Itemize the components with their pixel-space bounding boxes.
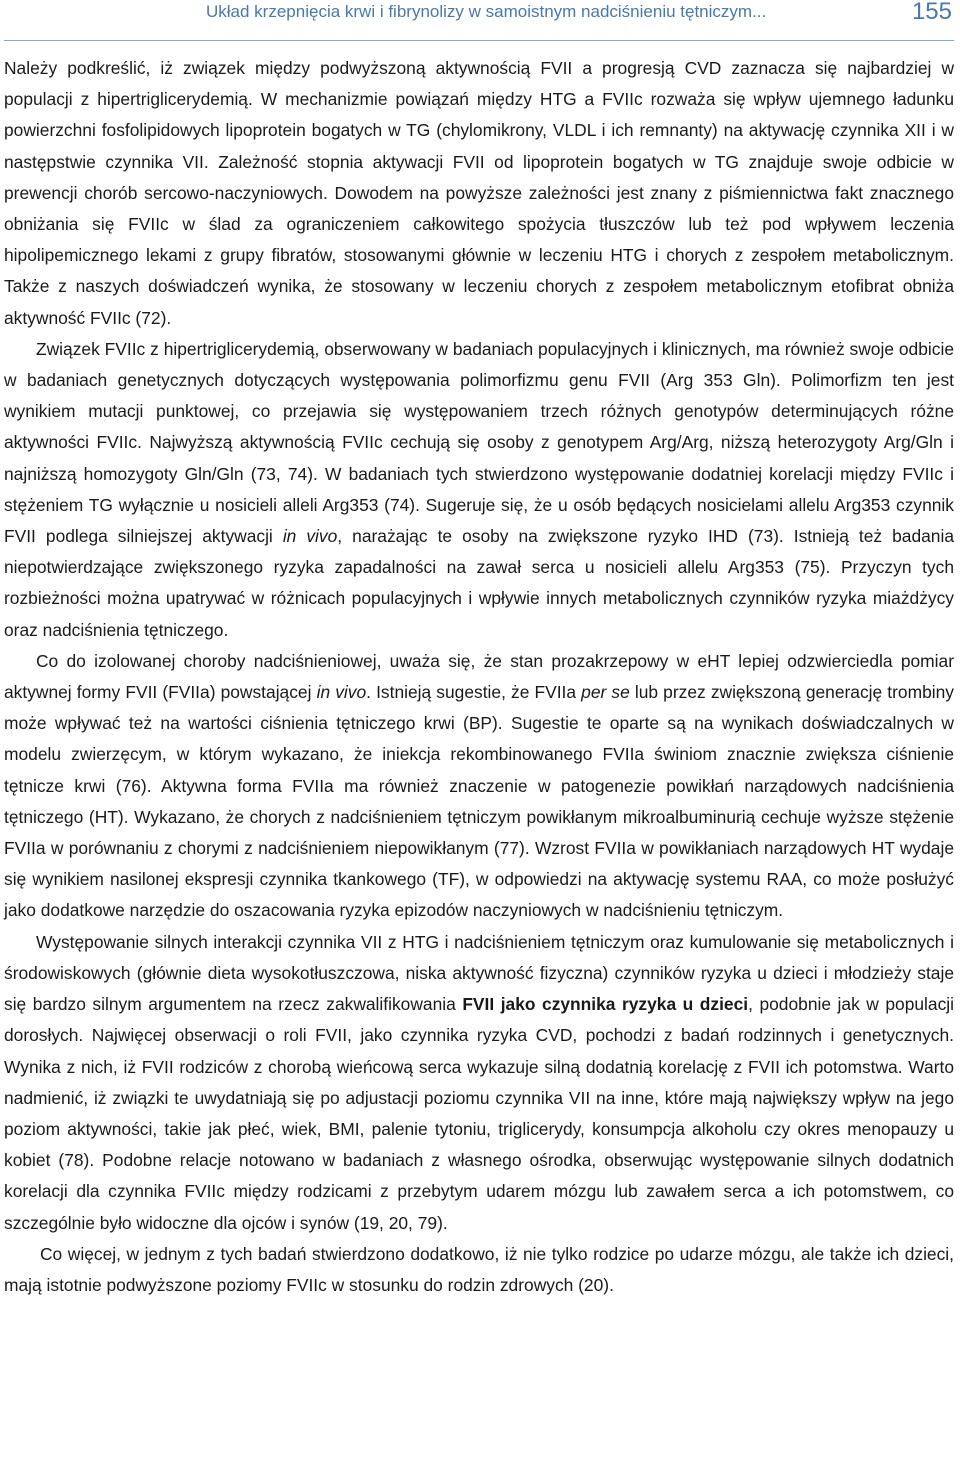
text-segment: , narażając te osoby na zwiększone ryzyko IHD (73). Istnieją też badania niepotwierdzające zwiększonego ryzyka zapadalności na zawał serca u nosicieli allelu Arg353 (75). Przyczyn tych rozbieżności można upatrywać w różnicach populacyjnych i wpływie innych metabolicznych czynników ryzyka miażdżycy oraz nadciśnienia tętniczego. bbox=[4, 526, 954, 640]
paragraph-p4 bbox=[4, 927, 954, 1239]
italic-term: in vivo bbox=[282, 526, 338, 547]
running-title: Układ krzepnięcia krwi i fibrynolizy w samoistnym nadciśnieniu tętniczym... bbox=[206, 2, 767, 21]
text-segment: Co więcej, w jednym z tych badań stwierdzono dodatkowo, iż nie tylko rodzice po udarze mózgu, ale także ich dzieci, mają istotnie podwyższone poziomy FVIIc w stosunku do rodzin zdrowych (20). bbox=[4, 1243, 954, 1295]
running-header bbox=[4, 0, 954, 41]
paragraph-p3 bbox=[4, 646, 954, 927]
text-segment: Należy podkreślić, iż związek między podwyższoną aktywnością FVII a progresją CVD zaznacza się najbardziej w populacji z hipertriglicerydemią. W mechanizmie powiązań między HTG a FVIIc rozważa się wpływ ujemnego ładunku powierzchni fosfolipidowych lipoprotein bogatych w TG (chylomikrony, VLDL i ich remnanty) na aktywację czynnika XII i w następstwie czynnika VII. Zależność stopnia aktywacji FVII od lipoprotein bogatych w TG znajduje swoje odbicie w prewencji chorób sercowo-naczyniowych. Dowodem na powyższe zależności jest znany z piśmiennictwa fakt znacznego obniżania się FVIIc w ślad za ograniczeniem całkowitego spożycia tłuszczów lub też pod wpływem leczenia hipolipemicznego lekami z grupy fibratów, stosowanymi głównie w leczeniu HTG i chorych z zespołem metabolicznym. Także z naszych doświadczeń wynika, że stosowany w leczeniu chorych z zespołem metabolicznym etofibrat obniża aktywność FVIIc (72). bbox=[4, 58, 954, 328]
italic-term: per se bbox=[581, 682, 630, 703]
paragraph-p1 bbox=[4, 53, 954, 334]
text-segment: Co do izolowanej choroby nadciśnieniowej, uważa się, że stan prozakrzepowy w eHT lepiej odzwierciedla pomiar aktywnej formy FVII (FVIIa) powstającej bbox=[4, 650, 954, 703]
text-segment: Występowanie silnych interakcji czynnika VII z HTG i nadciśnieniem tętniczym oraz kumulowanie się metabolicznych i środowiskowych (głównie dieta wysokotłuszczowa, niska aktywność fizyczna) czynników ryzyka u dzieci i młodzieży staje się bardzo silnym argumentem na rzecz zakwalifikowania bbox=[4, 931, 954, 1015]
paragraph-p5 bbox=[4, 1239, 954, 1301]
text-segment: , podobnie jak w populacji dorosłych. Najwięcej obserwacji o roli FVII, jako czynnika ryzyka CVD, pochodzi z badań rodzinnych i genetycznych. Wynika z nich, iż FVII rodziców z chorobą wieńcową serca wykazuje silną dodatnią korelację z FVII ich potomstwa. Warto nadmienić, iż związki te uwydatniają się po adjustacji poziomu czynnika VII na inne, które mają największy wpływ na jego poziom aktywności, takie jak płeć, wiek, BMI, palenie tytoniu, triglicerydy, konsumpcja alkoholu czy okres menopauzy u kobiet (78). Podobne relacje notowano w badaniach z własnego ośrodka, obserwując występowanie silnych dodatnich korelacji dla czynnika FVIIc między rodzicami z przebytym udarem mózgu lub zawałem serca a ich potomstwem, co szczególnie było widoczne dla ojców i synów (19, 20, 79). bbox=[4, 994, 955, 1233]
text-segment: . Istnieją sugestie, że FVIIa bbox=[366, 682, 582, 703]
page-number: 155 bbox=[911, 0, 952, 25]
bold-term: FVII jako czynnika ryzyka u dzieci bbox=[462, 994, 749, 1015]
paragraph-p2 bbox=[4, 334, 954, 646]
italic-term: in vivo bbox=[316, 682, 367, 703]
text-segment: Związek FVIIc z hipertriglicerydemią, obserwowany w badaniach populacyjnych i klinicznych, ma również swoje odbicie w badaniach genetycznych dotyczących występowania polimorfizmu genu FVII (Arg 353 Gln). Polimorfizm ten jest wynikiem mutacji punktowej, co przejawia się występowaniem trzech różnych genotypów determinujących różne aktywności FVIIc. Najwyższą aktywnością FVIIc cechują się osoby z genotypem Arg/Arg, niższą heterozygoty Arg/Gln i najniższą homozygoty Gln/Gln (73, 74). W badaniach tych stwierdzono występowanie dodatniej korelacji między FVIIc i stężeniem TG wyłącznie u nosicieli alleli Arg353 (74). Sugeruje się, że u osób będących nosicielami allelu Arg353 czynnik FVII podlega silniejszej aktywacji bbox=[4, 338, 954, 547]
body-text bbox=[4, 53, 954, 1301]
text-segment: lub przez zwiększoną generację trombiny może wpływać też na wartości ciśnienia tętniczego krwi (BP). Sugestie te oparte są na wynikach doświadczalnych w modelu zwierzęcym, w którym wykazano, że iniekcja rekombinowanego FVIIa świniom znacznie zwiększa ciśnienie tętnicze krwi (76). Aktywna forma FVIIa ma również znaczenie w patogenezie powikłań narządowych nadciśnienia tętniczego (HT). Wykazano, że chorych z nadciśnieniem tętniczym powikłanym mikroalbuminurią cechuje wyższe stężenie FVIIa w porównaniu z chorymi z nadciśnieniem niepowikłanym (77). Wzrost FVIIa w powikłaniach narządowych HT wydaje się wynikiem nasilonej ekspresji czynnika tkankowego (TF), w odpowiedzi na aktywację systemu RAA, co może posłużyć jako dodatkowe narzędzie do oszacowania ryzyka epizodów naczyniowych w nadciśnieniu tętniczym. bbox=[4, 682, 954, 921]
